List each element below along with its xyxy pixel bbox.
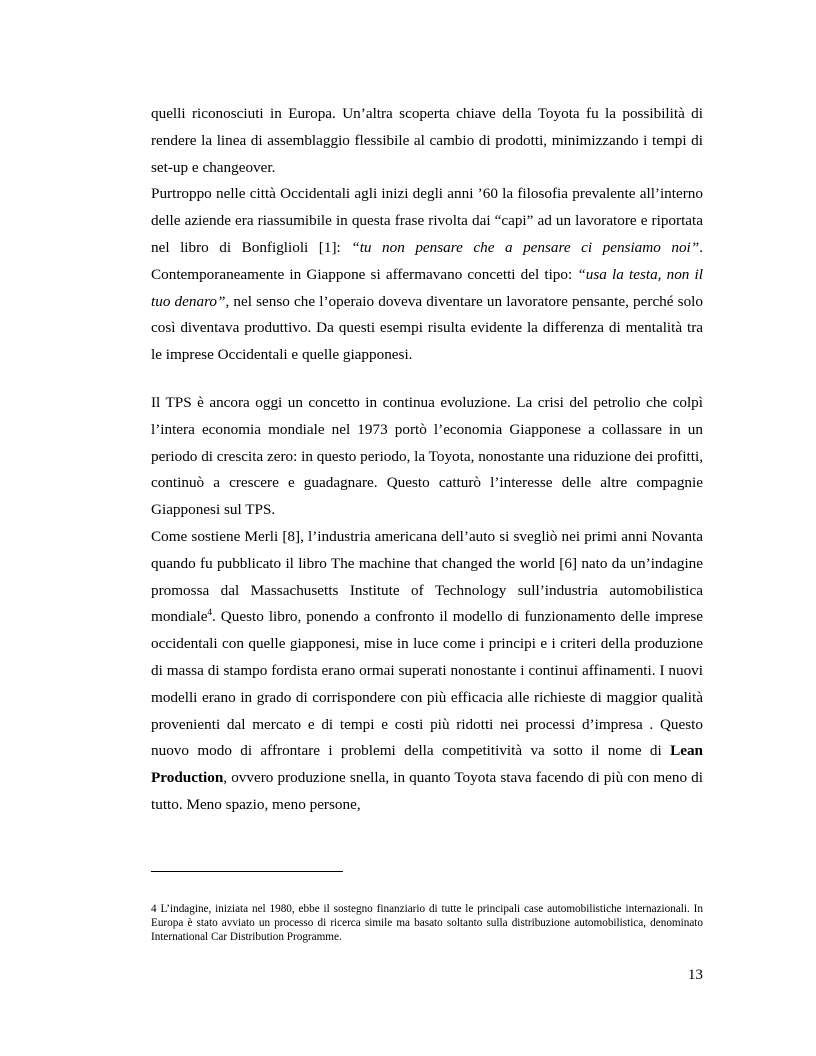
paragraph-2-text-b: . Contemporaneamente in Giappone si affermavano concetti del tipo:	[151, 238, 703, 283]
paragraph-gap	[151, 369, 703, 390]
paragraph-1-text: quelli riconosciuti in Europa. Un’altra scoperta chiave della Toyota fu la possibilità di rendere la linea di assemblaggio flessibile al cambio di prodotti, minimizzando i tempi di set-up e changeover.	[151, 105, 703, 176]
paragraph-2-text-a: Purtroppo nelle città Occidentali agli inizi degli anni ’60 la filosofia prevalente all’interno delle aziende era riassumibile in questa frase rivolta dai “capi” ad un lavoratore e riportata nel libro di Bonfiglioli [1]:	[151, 185, 703, 256]
footnote-divider	[151, 871, 343, 872]
quote-bonfiglioli: “tu non pensare che a pensare ci pensiamo noi”	[351, 238, 700, 256]
quote-japan: “usa la testa, non il tuo denaro”	[151, 265, 703, 310]
footnote-reference[interactable]: 4	[207, 607, 213, 618]
paragraph-2	[151, 181, 703, 369]
paragraph-4-text-b: . Questo libro, ponendo a confronto il modello di funzionamento delle imprese occidentali con quelle giapponesi, mise in luce come i principi e i criteri della produzione di massa di stampo fordista erano ormai superati nonostante i continui affinamenti. I nuovi modelli erano in grado di corrispondere con più efficacia alle richieste di maggior qualità provenienti dal mercato e di tempi e costi più ridotti nei processi d’impresa . Questo nuovo modo di affrontare i problemi della competitività va sotto il nome di	[151, 608, 703, 760]
paragraph-4-text-c: , ovvero produzione snella, in quanto Toyota stava facendo di più con meno di tutto. Meno spazio, meno persone,	[151, 769, 703, 813]
footnote-number: 4	[151, 903, 157, 915]
footnote-text: L’indagine, iniziata nel 1980, ebbe il sostegno finanziario di tutte le principali case automobilistiche internazionali. In Europa è stato avviato un processo di ricerca simile ma basato soltanto sulla distribuzione automobilistica, denominato International Car Distribution Programme.	[151, 903, 703, 944]
paragraph-3	[151, 390, 703, 524]
paragraph-2-text-c: , nel senso che l’operaio doveva diventare un lavoratore pensante, perché solo così diventava produttivo. Da questi esempi risulta evidente la differenza di mentalità tra le imprese Occidentali e quelle giapponesi.	[151, 292, 703, 364]
footnote	[151, 902, 703, 945]
paragraph-1	[151, 101, 703, 181]
lean-production-term: Lean Production	[151, 742, 703, 787]
page-number: 13	[687, 966, 703, 983]
paragraph-4-text-a: Come sostiene Merli [8], l’industria americana dell’auto si svegliò nei primi anni Novanta quando fu pubblicato il libro The machine that changed the world [6] nato da un’indagine promossa dal Massachusetts Institute of Technology sull’industria automobilistica mondiale	[151, 527, 703, 626]
paragraph-4	[151, 524, 703, 819]
paragraph-3-text: Il TPS è ancora oggi un concetto in continua evoluzione. La crisi del petrolio che colpì l’intera economia mondiale nel 1973 portò l’economia Giapponese a collassare in un periodo di crescita zero: in questo periodo, la Toyota, nonostante una riduzione dei profitti, continuò a crescere e guadagnare. Questo catturò l’interesse delle altre compagnie Giapponesi sul TPS.	[151, 393, 703, 519]
page-body	[151, 101, 703, 819]
